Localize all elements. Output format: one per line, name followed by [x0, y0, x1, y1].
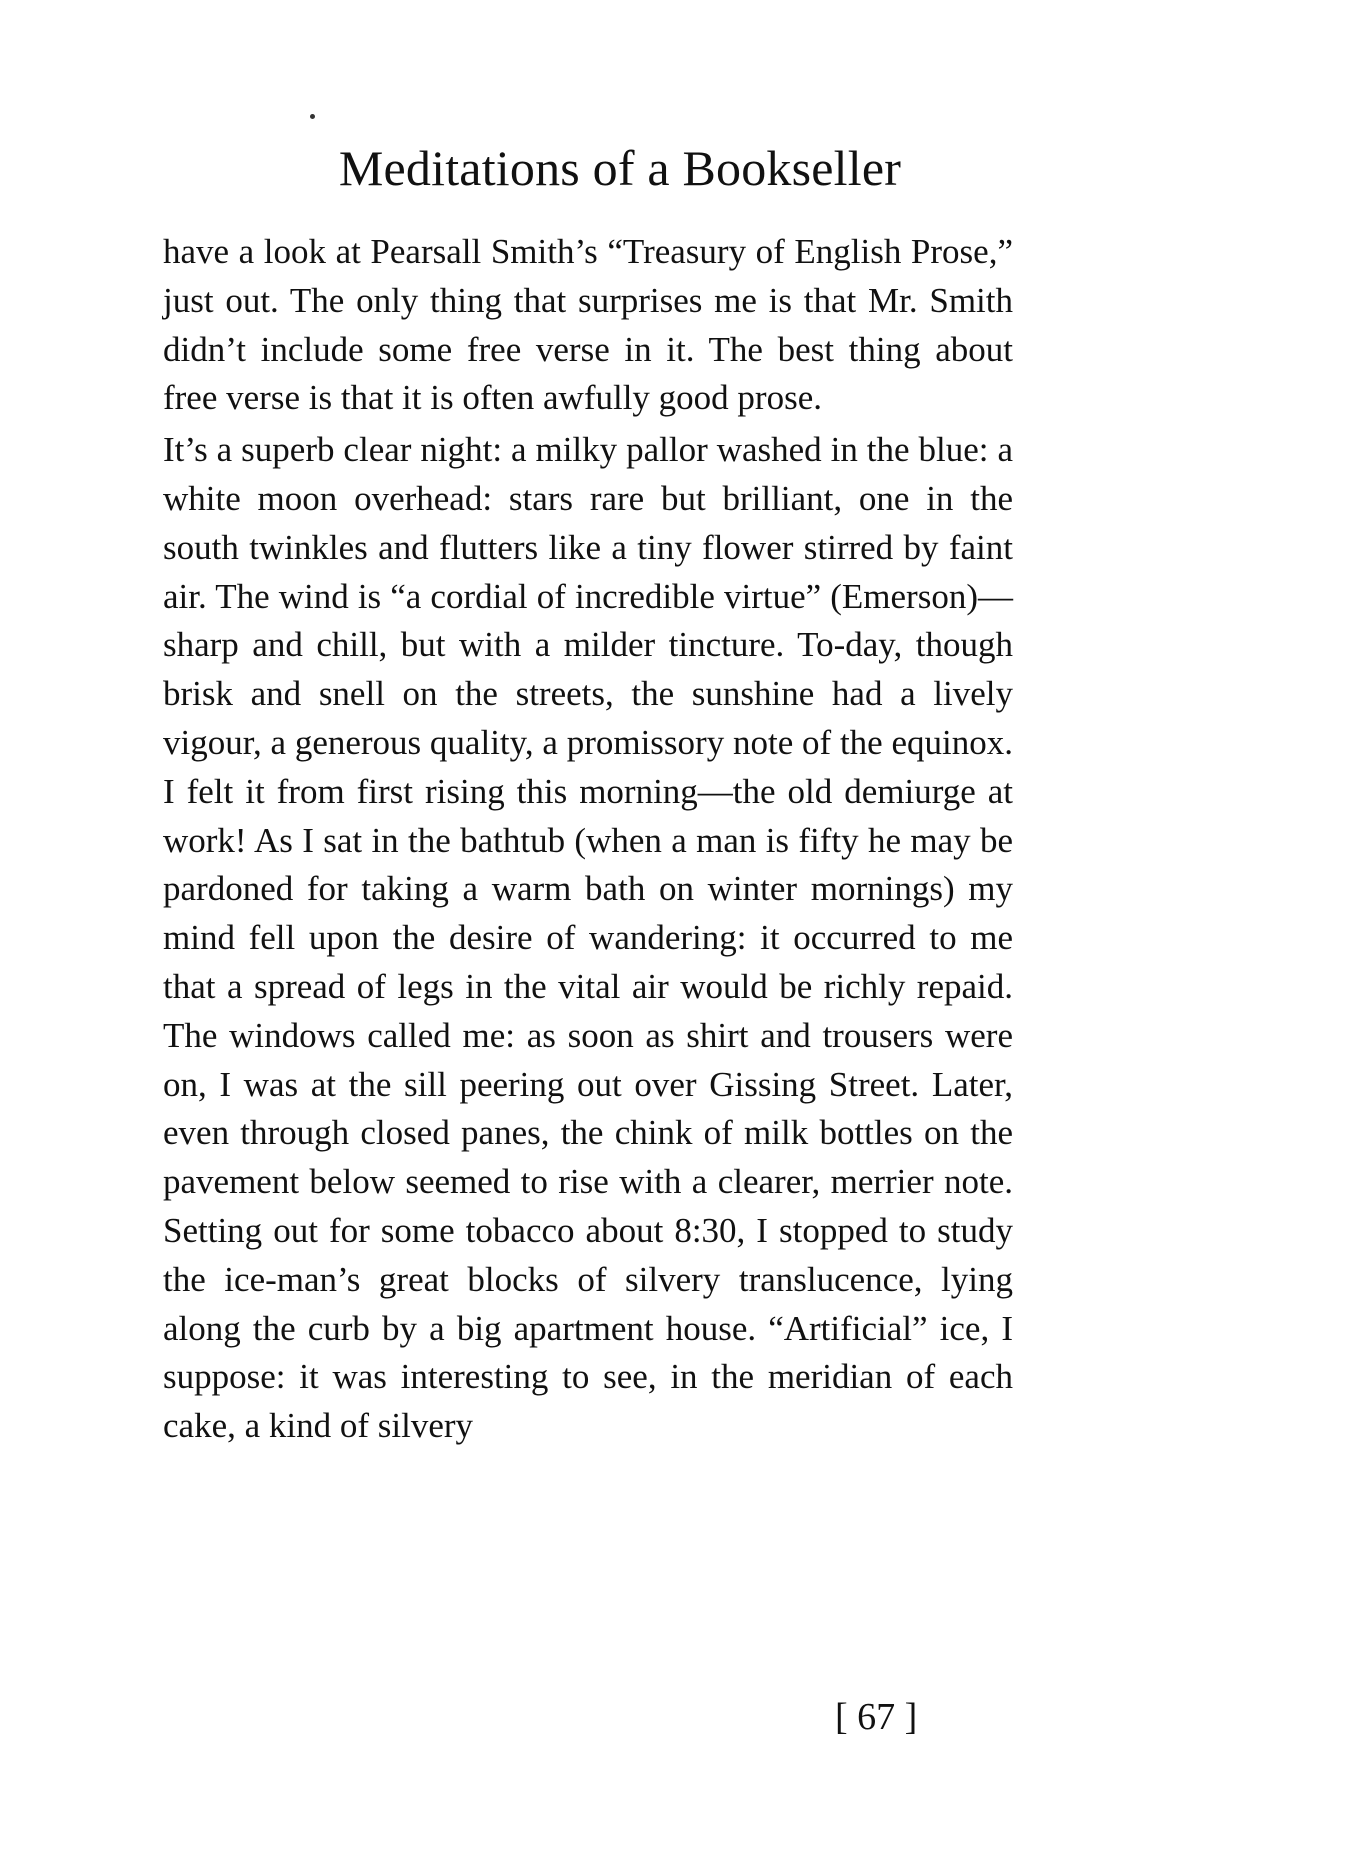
paragraph: It’s a superb clear night: a milky pallor washed in the blue: a white moon overhead: stars rare but brilliant, one in the south twinkles and flutters like a tiny flower stirred by faint air. The wind is “a cordial of incredible virtue” (Emerson)—sharp and chill, but with a milder tincture. To-day, though brisk and snell on the streets, the sunshine had a lively vigour, a generous quality, a promissory note of the equinox. I felt it from first rising this morning—the old demiurge at work! As I sat in the bathtub (when a man is fifty he may be pardoned for taking a warm bath on winter mornings) my mind fell upon the desire of wandering: it occurred to me that a spread of legs in the vital air would be richly repaid. The windows called me: as soon as shirt and trousers were on, I was at the sill peering out over Gissing Street. Later, even through closed panes, the chink of milk bottles on the pavement below seemed to rise with a clearer, merrier note. Setting out for some tobacco about 8:30, I stopped to study the ice-man’s great blocks of silvery translucence, lying along the curb by a big apartment house. “Artificial” ice, I suppose: it was interesting to see, in the meridian of each cake, a kind of silvery — [163, 430, 1013, 1446]
body-text — [163, 228, 1013, 1451]
print-speck — [310, 114, 315, 119]
running-head: Meditations of a Bookseller — [338, 140, 902, 196]
paragraph-continued: have a look at Pearsall Smith’s “Treasury of English Prose,” just out. The only thing that surprises me is that Mr. Smith didn’t include some free verse in it. The best thing about free verse is that it is often awfully good prose. — [163, 232, 1013, 418]
page-number: [ 67 ] — [835, 1696, 918, 1738]
